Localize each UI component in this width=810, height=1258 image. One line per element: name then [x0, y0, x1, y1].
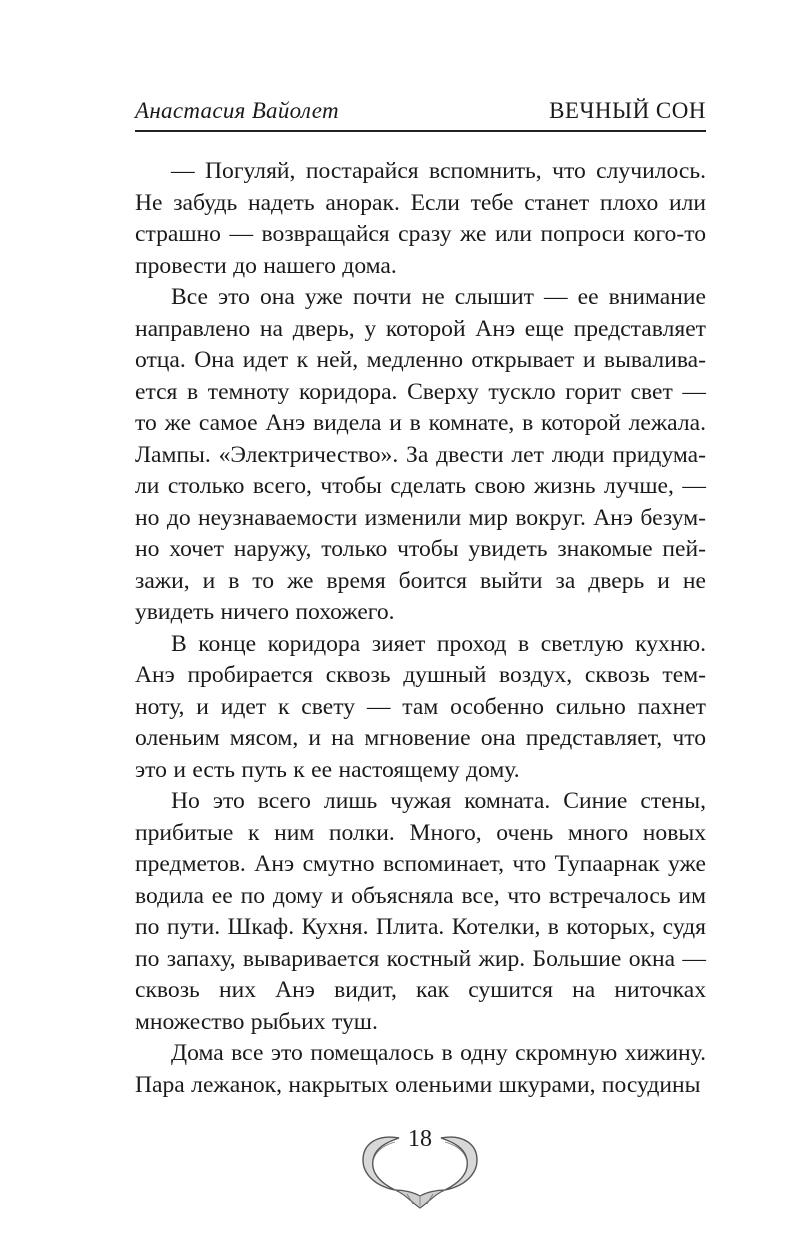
header-book-title: ВЕЧНЫЙ СОН [549, 98, 706, 123]
running-header [135, 94, 706, 132]
page-body [135, 156, 706, 1101]
page-folio [355, 1116, 485, 1212]
paragraph: — Погуляй, постарайся вспомнить, что случилось. Не забудь надеть анорак. Если тебе станет плохо или страшно — возвращайся сразу же или попроси кого-то провести до нашего дома. [135, 158, 706, 279]
paragraph: Дома все это помещалось в одну скромную хижину. Пара лежанок, накрытых оленьими шкурами, посудины [135, 1040, 706, 1098]
header-author: Анастасия Вайолет [135, 98, 339, 123]
page-number: 18 [408, 1126, 432, 1152]
paragraph: В конце коридора зияет проход в светлую кухню. Анэ пробирается сквозь душный воздух, сквозь темноту, и идет к свету — там особенно сильно пахнет оленьим мясом, и на мгновение она представляет, что это и есть путь к ее настоящему дому. [135, 630, 706, 783]
paragraph: Все это она уже почти не слышит — ее внимание направлено на дверь, у которой Анэ еще представляет отца. Она идет к ней, медленно открывает и вываливается в темноту коридора. Сверху тускло горит свет — то же самое Анэ видела и в комнате, в которой лежала. Лампы. «Электричество». За двести лет люди придумали столько всего, чтобы сделать свою жизнь лучше, — но до неузнаваемости изменили мир вокруг. Анэ безумно хочет наружу, только чтобы увидеть знакомые пейзажи, и в то же время боится выйти за дверь и не увидеть ничего похожего. [135, 284, 706, 625]
paragraph: Но это всего лишь чужая комната. Синие стены, прибитые к ним полки. Много, очень много новых предметов. Анэ смутно вспоминает, что Тупаарнак уже водила ее по дому и объясняла все, что встречалось им по пути. Шкаф. Кухня. Плита. Котелки, в которых, судя по запаху, вываривается костный жир. Большие окна — сквозь них Анэ видит, как сушится на ниточках множество рыбьих туш. [135, 788, 706, 1035]
